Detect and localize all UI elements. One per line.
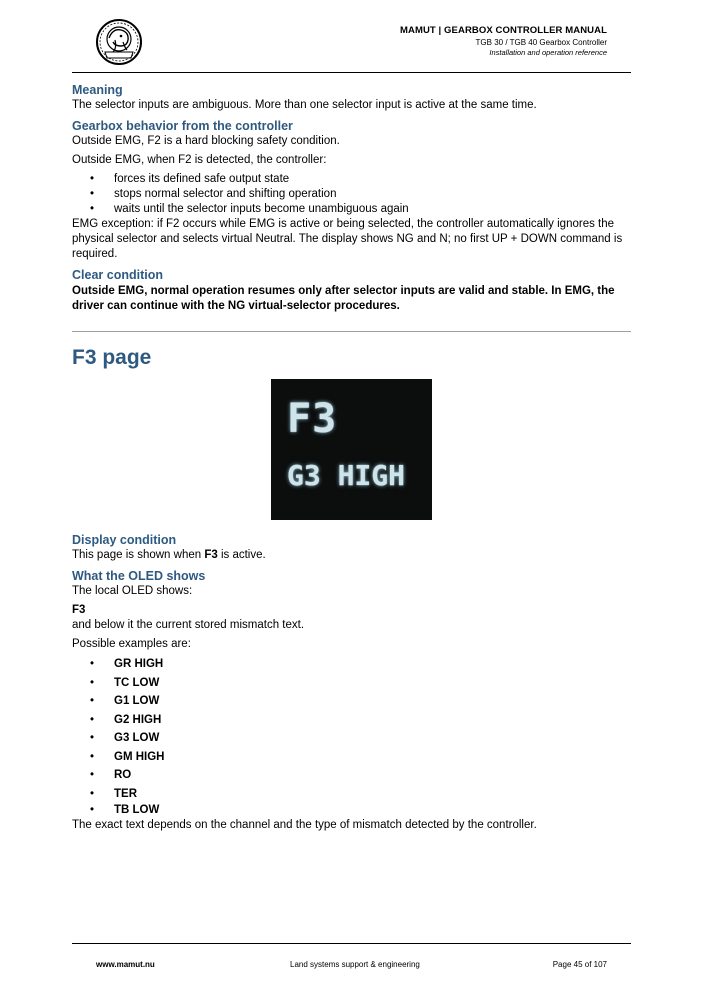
clear-condition-text: Outside EMG, normal operation resumes only after selector inputs are valid and stable. In EMG, the driver can continue with the NG virtual-selector procedures. [72,285,615,312]
clear-condition-heading: Clear condition [72,268,163,282]
mismatch-examples-list [72,655,631,818]
behavior-line-1: Outside EMG, F2 is a hard blocking safety condition. [72,135,340,147]
meaning-text: The selector inputs are ambiguous. More than one selector input is active at the same time. [72,99,537,111]
meaning-heading: Meaning [72,83,123,97]
footer-divider [72,943,631,944]
display-condition-code: F3 [204,549,218,561]
display-condition-text-after: is active. [217,549,266,561]
list-item: • TER [72,785,631,804]
list-item: • G2 HIGH [72,711,631,730]
header-title: MAMUT | GEARBOX CONTROLLER MANUAL [399,25,607,36]
oled-code: F3 [72,604,86,616]
footer-tagline: Land systems support & engineering [290,960,420,969]
list-item: • RO [72,766,631,785]
page-content [72,83,631,833]
f3-page-title: F3 page [72,346,152,369]
display-condition-text-before: This page is shown when [72,549,205,561]
display-condition-heading: Display condition [72,533,177,547]
header-subtitle-italic: Installation and operation reference [489,48,607,57]
oled-line-1: F3 [287,396,338,442]
header-divider [72,72,631,73]
list-item: • GM HIGH [72,748,631,767]
footer-website: www.mamut.nu [96,960,155,969]
oled-closing-text: The exact text depends on the channel and the type of mismatch detected by the controller. [72,819,537,831]
list-item: • stops normal selector and shifting operation [72,187,631,202]
header-block [400,25,607,57]
oled-line-2: G3 HIGH [287,459,406,492]
header-subtitle: TGB 30 / TGB 40 Gearbox Controller [475,38,607,47]
oled-shows-heading: What the OLED shows [72,569,206,583]
emg-exception-text: EMG exception: if F2 occurs while EMG is active or being selected, the controller automatically ignores the physical selector and selects virtual Neutral. The display shows NG and N; no first UP + DOWN command is required. [72,218,623,260]
section-divider [72,331,631,332]
behavior-line-2: Outside EMG, when F2 is detected, the controller: [72,154,327,166]
oled-shows-line-1: The local OLED shows: [72,585,193,597]
display-condition-text [72,548,631,563]
list-item: • TB LOW [72,803,631,818]
mamut-logo-icon [95,18,143,66]
behavior-bullet-list [72,172,631,217]
list-item: • waits until the selector inputs become unambiguous again [72,202,631,217]
oled-shows-line-2: and below it the current stored mismatch text. [72,619,305,631]
footer-page-number: Page 45 of 107 [552,960,607,969]
list-item: • G1 LOW [72,692,631,711]
list-item: • GR HIGH [72,655,631,674]
list-item: • forces its defined safe output state [72,172,631,187]
list-item: • G3 LOW [72,729,631,748]
oled-display-image [271,379,432,520]
list-item: • TC LOW [72,674,631,693]
oled-shows-line-3: Possible examples are: [72,638,191,650]
behavior-heading: Gearbox behavior from the controller [72,119,293,133]
